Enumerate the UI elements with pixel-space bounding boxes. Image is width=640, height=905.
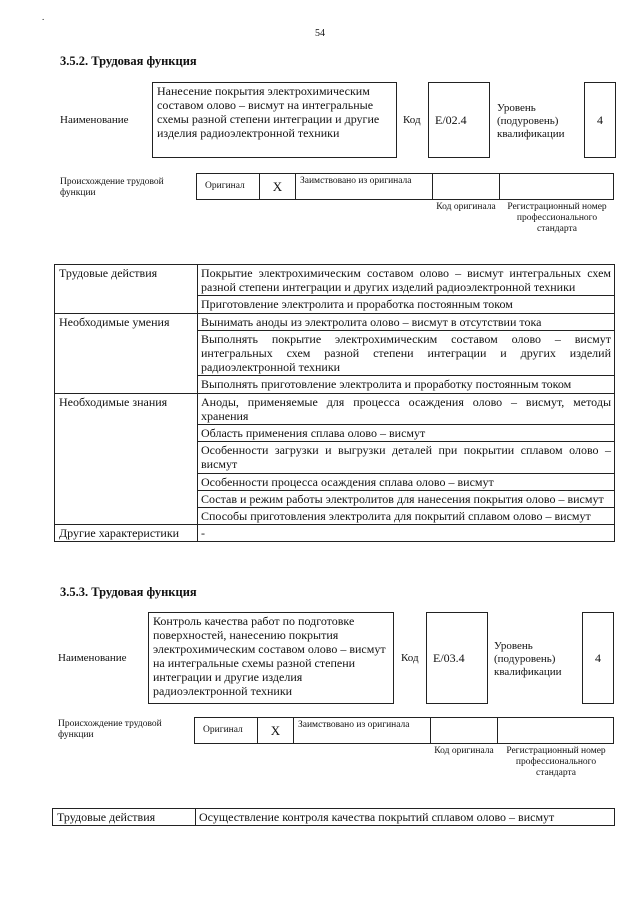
- table-row: [55, 393, 615, 424]
- name-label: Наименование: [58, 652, 127, 664]
- table-row: [55, 525, 615, 542]
- table-row: [55, 313, 615, 330]
- level-value: 4: [597, 113, 603, 127]
- row-label: Необходимые умения: [55, 313, 198, 393]
- row-item: Выполнять покрытие электрохимическим составом олово – висмут интегральных схем разной степени интеграции и других изделий радиоэлектронной техники: [198, 330, 615, 376]
- name-label: Наименование: [60, 114, 129, 126]
- row-item: Осуществление контроля качества покрытий сплавом олово – висмут: [196, 809, 615, 826]
- function-name-box: [152, 82, 397, 158]
- code-label: Код: [403, 114, 421, 126]
- origin-code-cell: [430, 717, 498, 744]
- original-cell: [196, 173, 260, 200]
- row-item: -: [198, 525, 615, 542]
- row-item: Особенности процесса осаждения сплава олово – висмут: [198, 473, 615, 490]
- original-label: Оригинал: [203, 725, 243, 735]
- code-box: [428, 82, 490, 158]
- original-mark: X: [272, 178, 283, 194]
- original-mark-cell: [257, 717, 294, 744]
- row-label: Трудовые действия: [53, 809, 196, 826]
- level-label: Уровень (подуровень) квалификации: [497, 102, 565, 140]
- row-item: Приготовление электролита и проработка постоянным током: [198, 296, 615, 313]
- corner-mark: .: [42, 12, 45, 22]
- function-name-value: Контроль качества работ по подготовке поверхностей, нанесению покрытия электрохимическим составом олово – висмут на интегральные схемы разной степени интеграции и другие изделия радиоэлектронной техники: [153, 614, 386, 698]
- row-item: Вынимать аноды из электролита олово – висмут в отсутствии тока: [198, 313, 615, 330]
- row-label: Необходимые знания: [55, 393, 198, 525]
- section-heading-3-5-3: 3.5.3. Трудовая функция: [60, 585, 197, 599]
- original-label: Оригинал: [205, 181, 245, 191]
- page-number: 54: [315, 28, 325, 39]
- row-item: Область применения сплава олово – висмут: [198, 425, 615, 442]
- original-cell: [194, 717, 258, 744]
- reg-number-caption: Регистрационный номер профессионального стандарта: [507, 202, 607, 234]
- borrowed-cell: [295, 173, 433, 200]
- original-mark-cell: [259, 173, 296, 200]
- row-item: Способы приготовления электролита для покрытий сплавом олово – висмут: [198, 508, 615, 525]
- section-heading-3-5-2: 3.5.2. Трудовая функция: [60, 54, 197, 68]
- code-value: E/02.4: [435, 113, 467, 127]
- row-label: Другие характеристики: [55, 525, 198, 542]
- row-label: Трудовые действия: [55, 265, 198, 314]
- level-box: [584, 82, 616, 158]
- origin-code-caption: Код оригинала: [436, 202, 496, 212]
- code-box: [426, 612, 488, 704]
- row-item: Покрытие электрохимическим составом олово – висмут интегральных схем разной степени интеграции и других изделий радиоэлектронной техники: [198, 265, 615, 296]
- original-mark: X: [270, 722, 281, 738]
- level-box: [582, 612, 614, 704]
- row-item: Особенности загрузки и выгрузки деталей при покрытии сплавом олово – висмут: [198, 442, 615, 473]
- table-row: [53, 809, 615, 826]
- borrowed-label: Заимствовано из оригинала: [300, 176, 412, 186]
- reg-number-caption: Регистрационный номер профессионального стандарта: [506, 746, 606, 778]
- borrowed-label: Заимствовано из оригинала: [298, 720, 410, 730]
- origin-code-cell: [432, 173, 500, 200]
- reg-number-cell: [497, 717, 614, 744]
- origin-code-caption: Код оригинала: [434, 746, 494, 756]
- row-item: Состав и режим работы электролитов для нанесения покрытия олово – висмут: [198, 490, 615, 507]
- level-label: Уровень (подуровень) квалификации: [494, 640, 562, 678]
- code-label: Код: [401, 652, 419, 664]
- reg-number-cell: [499, 173, 614, 200]
- row-item: Выполнять приготовление электролита и проработку постоянным током: [198, 376, 615, 393]
- code-value: E/03.4: [433, 651, 465, 665]
- function-table-3-5-2: [54, 264, 615, 542]
- table-row: [55, 265, 615, 296]
- level-value: 4: [595, 651, 601, 665]
- row-item: Аноды, применяемые для процесса осаждения олово – висмут, методы хранения: [198, 393, 615, 424]
- origin-label: Происхождение трудовой функции: [60, 177, 164, 198]
- origin-label: Происхождение трудовой функции: [58, 719, 162, 740]
- borrowed-cell: [293, 717, 431, 744]
- function-name-value: Нанесение покрытия электрохимическим составом олово – висмут на интегральные схемы разной степени интеграции и другие изделия радиоэлектронной техники: [157, 84, 380, 140]
- function-table-3-5-3: [52, 808, 615, 826]
- function-name-box: [148, 612, 394, 704]
